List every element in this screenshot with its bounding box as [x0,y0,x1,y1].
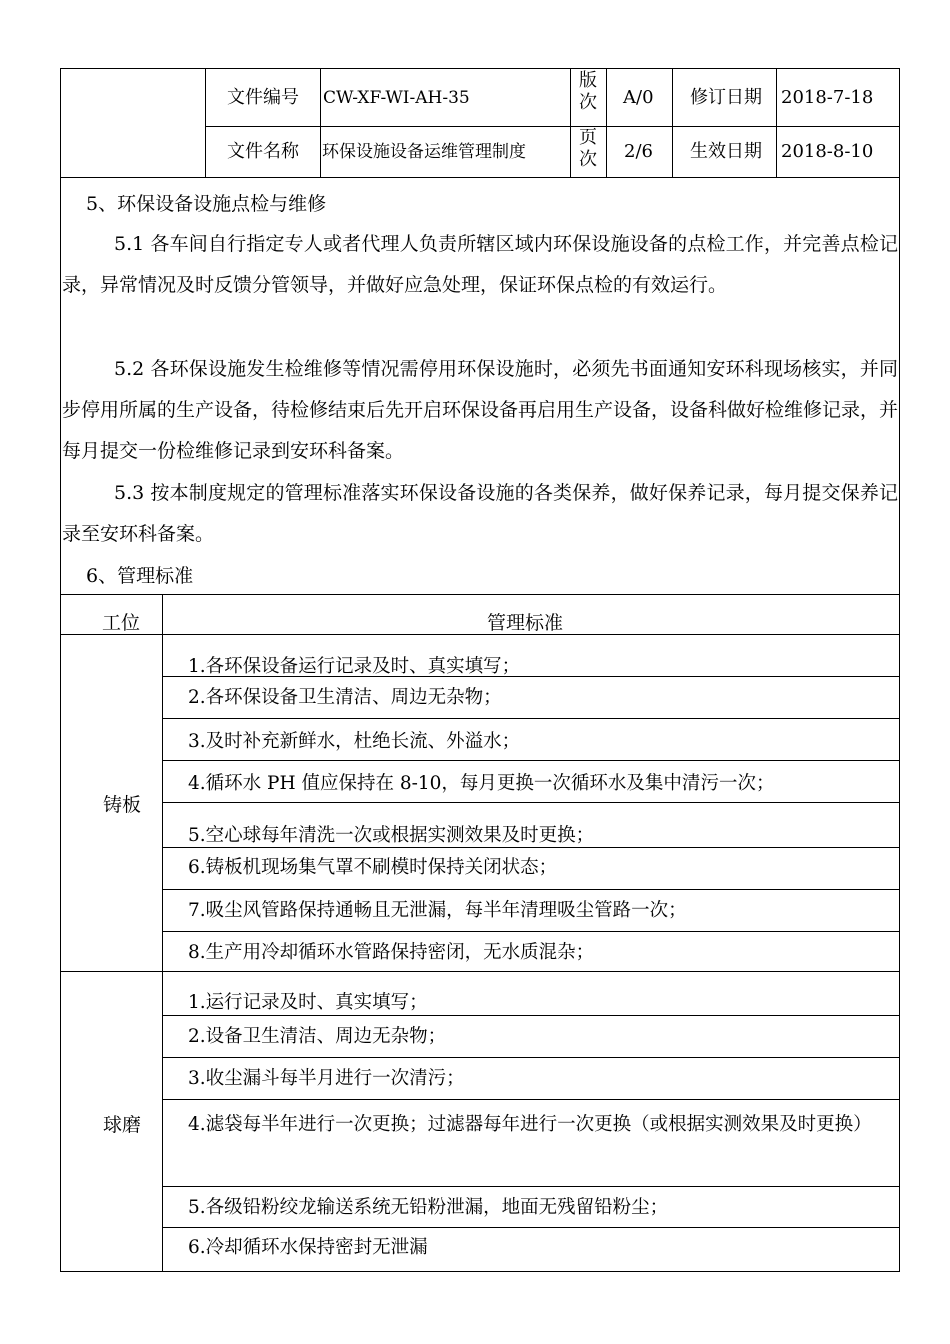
list-item: 5.空心球每年清洗一次或根据实测效果及时更换； [188,825,595,846]
header-mid-line [205,126,900,127]
list-item: 3.及时补充新鲜水，杜绝长流、外溢水； [188,731,521,752]
row-line [162,718,900,719]
table-group-line [60,971,900,972]
version-value: A/0 [623,87,654,108]
file-name-value: 环保设施设备运维管理制度 [322,142,526,162]
list-item: 2.设备卫生清洁、周边无杂物； [188,1026,447,1047]
effective-label: 生效日期 [690,141,762,162]
row-line [162,1186,900,1187]
list-item: 1.各环保设备运行记录及时、真实填写； [188,656,521,677]
row-line [162,1015,900,1016]
section6-heading: 6、管理标准 [86,565,194,587]
list-item: 6.冷却循环水保持密封无泄漏 [188,1237,428,1258]
row-line [162,1227,900,1228]
row-line [162,847,900,848]
section5-paragraph-2: 5.2 各环保设施发生检维修等情况需停用环保设施时，必须先书面通知安环科现场核实，并同步停用所属的生产设备，待检修结束后先开启环保设备再启用生产设备，设备科做好检维修记录，并每月提交一份检维修记录到安环科备案。 [62,358,899,462]
row-line [162,931,900,932]
row-line [162,1057,900,1058]
section5-paragraph-1: 5.1 各车间自行指定专人或者代理人负责所辖区域内环保设施设备的点检工作，并完善点检记录，异常情况及时反馈分管领导，并做好应急处理，保证环保点检的有效运行。 [62,233,898,296]
col-position-header: 工位 [102,612,141,634]
revise-label: 修订日期 [690,87,762,108]
list-item: 2.各环保设备卫生清洁、周边无杂物； [188,687,502,708]
row-line [162,1099,900,1100]
list-item: 1.运行记录及时、真实填写； [188,992,428,1013]
list-item: 6.铸板机现场集气罩不刷模时保持关闭状态； [188,857,558,878]
header-divider [672,68,673,177]
col-standard-header: 管理标准 [487,612,564,634]
row-line [162,889,900,890]
group-casting-name: 铸板 [103,794,142,816]
list-item: 7.吸尘风管路保持通畅且无泄漏，每半年清理吸尘管路一次； [188,900,687,921]
header-divider [776,68,777,177]
list-item: 4.滤袋每半年进行一次更换；过滤器每年进行一次更换（或根据实测效果及时更换） [188,1114,872,1135]
list-item: 3.收尘漏斗每半月进行一次清污； [188,1068,465,1089]
page-value: 2/6 [624,141,653,162]
header-divider [320,68,321,177]
table-column-divider [162,594,163,1272]
file-name-label: 文件名称 [227,141,299,162]
list-item: 8.生产用冷却循环水管路保持密闭，无水质混杂； [188,942,595,963]
header-divider [205,68,206,177]
table-header-line [60,634,900,635]
group-ballmill-name: 球磨 [103,1114,142,1136]
list-item: 4.循环水 PH 值应保持在 8-10，每月更换一次循环水及集中清污一次； [188,773,775,794]
file-no-value: CW-XF-WI-AH-35 [323,88,470,108]
section5-heading: 5、环保设备设施点检与维修 [86,193,327,215]
header-divider [606,68,607,177]
header-bottom-line [60,177,900,178]
row-line [162,760,900,761]
section5-paragraph-3: 5.3 按本制度规定的管理标准落实环保设备设施的各类保养，做好保养记录，每月提交保养记录至安环科备案。 [62,482,898,545]
header-divider [570,68,571,177]
table-top-line [60,594,900,595]
file-no-label: 文件编号 [227,87,299,108]
effective-date: 2018-8-10 [781,141,874,162]
revise-date: 2018-7-18 [781,87,874,108]
list-item: 5.各级铅粉绞龙输送系统无铅粉泄漏，地面无残留铅粉尘； [188,1197,669,1218]
page-label: 页次 [579,127,597,170]
row-line [162,802,900,803]
version-label: 版次 [579,70,597,113]
